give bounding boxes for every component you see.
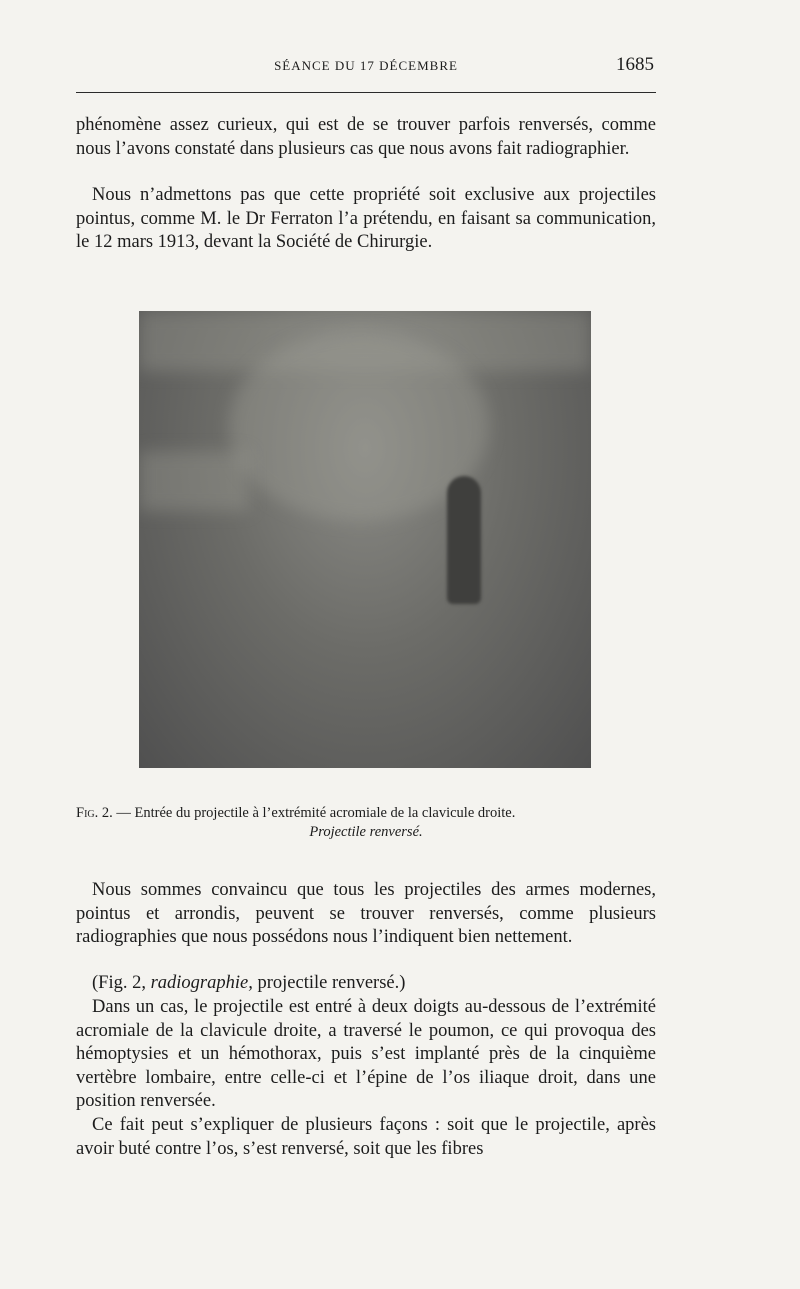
page-number: 1685	[616, 54, 654, 75]
projectile-shadow	[447, 476, 481, 604]
page-header	[76, 54, 656, 84]
figure-reference	[76, 972, 656, 996]
figure-caption-subtitle: Projectile renversé.	[309, 824, 423, 840]
figure-caption	[76, 804, 656, 823]
paragraph-explanation: Ce fait peut s’expliquer de plusieurs façons : soit que le projectile, après avoir buté contre l’os, s’est renversé, soit que les fibres	[76, 1115, 656, 1159]
figure-reference-close: projectile renversé.)	[252, 973, 406, 993]
paragraph-case: Dans un cas, le projectile est entré à deux doigts au-dessous de l’extrémité acromiale de la clavicule droite, a traversé le poumon, ce qui provoqua des hémoptysies et un hémothorax, puis s’est implanté près de la cinquième vertèbre lombaire, entre celle-ci et l’épine de l’os iliaque droit, dans une position renversée.	[76, 997, 656, 1111]
paragraph-continuation: phénomène assez curieux, qui est de se trouver parfois renversés, comme nous l’avons constaté dans plusieurs cas que nous avons fait radiographier.	[76, 115, 656, 159]
figure-reference-open: (Fig. 2,	[92, 973, 151, 993]
figure-caption-label: Fig. 2.	[76, 805, 113, 821]
header-rule	[76, 92, 656, 93]
radiograph-figure	[139, 311, 591, 768]
running-head: SÉANCE DU 17 DÉCEMBRE	[274, 58, 458, 73]
figure-reference-italic: radiographie,	[150, 973, 253, 993]
paragraph-ferraton: Nous n’admettons pas que cette propriété soit exclusive aux projectiles pointus, comme M. le Dr Ferraton l’a prétendu, en faisant sa communication, le 12 mars 1913, devant la Société de Chirurgie.	[76, 185, 656, 252]
radiograph-left-shadow	[139, 451, 249, 511]
figure-caption-text: — Entrée du projectile à l’extrémité acromiale de la clavicule droite.	[112, 805, 516, 821]
paragraph-convaincu: Nous sommes convaincu que tous les projectiles des armes modernes, pointus et arrondis, peuvent se trouver renversés, comme plusieurs radiographies que nous possédons nous l’indiquent bien nettement.	[76, 880, 656, 947]
